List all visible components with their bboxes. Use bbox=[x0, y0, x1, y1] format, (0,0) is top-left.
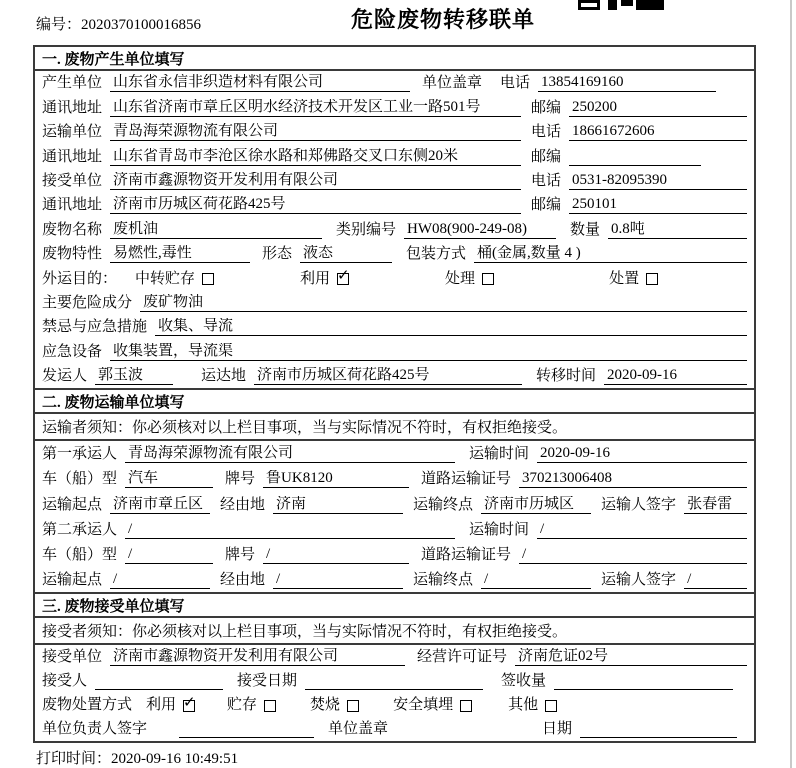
checkbox-disposal-utilize bbox=[183, 700, 195, 712]
hazard-component-label: 主要危险成分 bbox=[42, 294, 133, 311]
transporter-unit-value: 青岛海荣源物流有限公司 bbox=[110, 123, 521, 141]
emergency-measures-label: 禁忌与应急措施 bbox=[42, 319, 148, 336]
carrier-sign-2-value: / bbox=[684, 571, 747, 589]
receiving-unit-value: 济南市鑫源物资开发利用有限公司 bbox=[110, 648, 405, 666]
plate-1-value: 鲁UK8120 bbox=[263, 470, 409, 488]
route-via-1-value: 济南 bbox=[273, 496, 403, 514]
option-secure-landfill-label: 安全填埋 bbox=[393, 697, 454, 714]
receiver-address-label: 通讯地址 bbox=[42, 197, 103, 214]
carrier-sign-2-label: 运输人签字 bbox=[601, 572, 677, 589]
received-qty-label: 签收量 bbox=[501, 673, 547, 690]
section-producer bbox=[35, 47, 754, 388]
option-store bbox=[227, 697, 276, 714]
checkbox-dispose bbox=[646, 273, 658, 285]
road-permit-1-label: 道路运输证号 bbox=[421, 471, 512, 488]
signoff-row bbox=[35, 717, 754, 741]
transfer-purpose-label: 外运目的： bbox=[42, 270, 118, 287]
transporter-address-label: 通讯地址 bbox=[42, 148, 103, 165]
hazard-component-value: 废矿物油 bbox=[140, 294, 747, 312]
emergency-equipment-row bbox=[35, 339, 754, 363]
checkbox-transfer-storage bbox=[202, 273, 214, 285]
transporter-phone-label: 电话 bbox=[531, 124, 562, 141]
vehicle-type-1-label: 车（船）型 bbox=[42, 471, 118, 488]
disposal-method-row bbox=[35, 693, 754, 717]
second-carrier-row bbox=[35, 517, 754, 542]
route-end-1-value: 济南市历城区 bbox=[481, 496, 591, 514]
checkbox-other bbox=[545, 700, 557, 712]
transfer-time-label: 转移时间 bbox=[536, 368, 597, 385]
print-time-line bbox=[36, 747, 238, 768]
producer-address-value: 山东省济南市章丘区明水经济技术开发区工业一路501号 bbox=[110, 99, 521, 117]
dispatch-row bbox=[35, 364, 754, 388]
receiver-address-value: 济南市历城区荷花路425号 bbox=[110, 196, 521, 214]
receiver-unit-value: 济南市鑫源物资开发利用有限公司 bbox=[110, 172, 521, 190]
vehicle-type-2-value: / bbox=[125, 546, 213, 564]
section-3-header: 三. 废物接受单位填写 bbox=[35, 592, 754, 618]
producer-address-row bbox=[35, 95, 754, 119]
road-permit-1-value: 370213006408 bbox=[519, 470, 747, 488]
route-end-1-label: 运输终点 bbox=[413, 496, 474, 513]
signoff-date-value bbox=[580, 721, 737, 738]
plate-1-label: 牌号 bbox=[225, 471, 256, 488]
option-utilize-label: 利用 bbox=[300, 270, 331, 287]
signoff-date-label: 日期 bbox=[542, 721, 573, 738]
carrier-sign-1-value: 张春雷 bbox=[684, 496, 747, 514]
unit-seal-label: 单位盖章 bbox=[328, 721, 389, 738]
option-dispose bbox=[609, 271, 658, 288]
waste-name-value: 废机油 bbox=[110, 221, 322, 239]
producer-phone-value: 13854169160 bbox=[538, 74, 716, 92]
recipient-value bbox=[95, 673, 223, 690]
route-start-2-value: / bbox=[110, 571, 210, 589]
route-end-2-label: 运输终点 bbox=[413, 572, 474, 589]
shipper-label: 发运人 bbox=[42, 368, 88, 385]
transport-time-2-value: / bbox=[537, 521, 747, 539]
qr-block bbox=[608, 0, 617, 10]
receiving-unit-label: 接受单位 bbox=[42, 649, 103, 666]
qr-block bbox=[578, 0, 600, 10]
waste-form-value: 液态 bbox=[300, 245, 392, 263]
carrier-sign-1-label: 运输人签字 bbox=[601, 496, 677, 513]
option-transfer-storage-label: 中转贮存 bbox=[135, 270, 196, 287]
transporter-address-value: 山东省青岛市李沧区徐水路和郑佛路交叉口东侧20米 bbox=[110, 148, 521, 166]
first-carrier-row bbox=[35, 441, 754, 466]
route-start-2-label: 运输起点 bbox=[42, 572, 103, 589]
option-disposal-utilize-label: 利用 bbox=[146, 697, 177, 714]
qr-code-fragment bbox=[578, 0, 664, 12]
emergency-measures-row bbox=[35, 315, 754, 339]
serial-number-line bbox=[36, 13, 201, 34]
license-value: 济南危证02号 bbox=[515, 648, 747, 666]
producer-unit-label: 产生单位 bbox=[42, 75, 103, 92]
producer-address-label: 通讯地址 bbox=[42, 99, 103, 116]
qr-block bbox=[621, 0, 633, 6]
route-start-1-label: 运输起点 bbox=[42, 496, 103, 513]
option-other bbox=[508, 697, 557, 714]
receiver-phone-label: 电话 bbox=[531, 172, 562, 189]
transporter-unit-label: 运输单位 bbox=[42, 124, 103, 141]
transport-time-1-value: 2020-09-16 bbox=[537, 445, 747, 463]
seal-label: 单位盖章 bbox=[422, 75, 483, 92]
transporter-zip-value bbox=[569, 149, 701, 166]
waste-qty-label: 数量 bbox=[570, 221, 601, 238]
destination-value: 济南市历城区荷花路425号 bbox=[254, 367, 522, 385]
receiving-unit-row bbox=[35, 645, 754, 669]
receipt-row bbox=[35, 669, 754, 693]
shipper-value: 郭玉波 bbox=[95, 367, 173, 385]
checkbox-treat bbox=[482, 273, 494, 285]
road-permit-2-value: / bbox=[519, 546, 747, 564]
producer-unit-value: 山东省永信非织造材料有限公司 bbox=[110, 74, 410, 92]
waste-qty-value: 0.8吨 bbox=[608, 221, 747, 239]
waste-name-label: 废物名称 bbox=[42, 221, 103, 238]
option-treat bbox=[445, 271, 494, 288]
packing-label: 包装方式 bbox=[406, 246, 467, 263]
responsible-sign-value bbox=[179, 721, 314, 738]
transfer-form-table bbox=[33, 45, 756, 743]
option-transfer-storage bbox=[135, 271, 214, 288]
emergency-measures-value: 收集、导流 bbox=[155, 318, 747, 336]
print-time-label: 打印时间： bbox=[36, 751, 112, 767]
receiver-unit-label: 接受单位 bbox=[42, 172, 103, 189]
option-dispose-label: 处置 bbox=[609, 270, 640, 287]
vehicle-2-row bbox=[35, 542, 754, 567]
section-2-header: 二. 废物运输单位填写 bbox=[35, 388, 754, 414]
receiver-zip-label: 邮编 bbox=[531, 197, 562, 214]
checkbox-incinerate bbox=[347, 700, 359, 712]
section-receiver bbox=[35, 592, 754, 741]
second-carrier-value: / bbox=[125, 521, 455, 539]
route-start-1-value: 济南市章丘区 bbox=[110, 496, 210, 514]
serial-number: 2020370100016856 bbox=[81, 17, 202, 33]
transport-time-2-label: 运输时间 bbox=[469, 521, 530, 538]
plate-2-value: / bbox=[263, 546, 409, 564]
page-title: 危险废物转移联单 bbox=[350, 7, 536, 32]
packing-value: 桶(金属,数量 4 ) bbox=[474, 245, 747, 263]
vehicle-1-row bbox=[35, 466, 754, 491]
receipt-date-value bbox=[305, 673, 483, 690]
first-carrier-label: 第一承运人 bbox=[42, 446, 118, 463]
producer-zip-value: 250200 bbox=[569, 99, 747, 117]
checkbox-utilize bbox=[337, 273, 349, 285]
received-qty-value bbox=[554, 673, 733, 690]
section-transporter bbox=[35, 388, 754, 592]
print-time-value: 2020-09-16 10:49:51 bbox=[111, 751, 239, 767]
producer-phone-label: 电话 bbox=[500, 75, 531, 92]
serial-label: 编号： bbox=[36, 17, 82, 33]
option-store-label: 贮存 bbox=[227, 697, 258, 714]
destination-label: 运达地 bbox=[201, 368, 247, 385]
receipt-date-label: 接受日期 bbox=[237, 673, 298, 690]
qr-block bbox=[636, 0, 664, 10]
transporter-unit-row bbox=[35, 120, 754, 144]
receiver-phone-value: 0531-82095390 bbox=[569, 172, 747, 190]
option-disposal-utilize bbox=[146, 697, 195, 714]
route-via-1-label: 经由地 bbox=[220, 496, 266, 513]
route-1-row bbox=[35, 491, 754, 516]
plate-2-label: 牌号 bbox=[225, 547, 256, 564]
waste-traits-row bbox=[35, 242, 754, 266]
emergency-equipment-value: 收集装置，导流渠 bbox=[110, 343, 747, 361]
option-other-label: 其他 bbox=[508, 697, 539, 714]
page-edge-divider bbox=[790, 0, 792, 768]
receiver-zip-value: 250101 bbox=[569, 196, 747, 214]
transporter-notice: 运输者须知：你必须核对以上栏目事项，当与实际情况不符时，有权拒绝接受。 bbox=[35, 414, 754, 441]
road-permit-2-label: 道路运输证号 bbox=[421, 547, 512, 564]
section-1-header: 一. 废物产生单位填写 bbox=[35, 47, 754, 71]
second-carrier-label: 第二承运人 bbox=[42, 521, 118, 538]
first-carrier-value: 青岛海荣源物流有限公司 bbox=[125, 445, 455, 463]
transfer-purpose-row bbox=[35, 266, 754, 290]
transport-time-1-label: 运输时间 bbox=[469, 446, 530, 463]
waste-code-value: HW08(900-249-08) bbox=[404, 221, 556, 239]
receiver-unit-row bbox=[35, 169, 754, 193]
transfer-time-value: 2020-09-16 bbox=[604, 367, 747, 385]
transporter-zip-label: 邮编 bbox=[531, 148, 562, 165]
option-utilize bbox=[300, 271, 349, 288]
waste-traits-label: 废物特性 bbox=[42, 246, 103, 263]
emergency-equipment-label: 应急设备 bbox=[42, 343, 103, 360]
option-incinerate bbox=[310, 697, 359, 714]
option-incinerate-label: 焚烧 bbox=[310, 697, 341, 714]
transporter-address-row bbox=[35, 144, 754, 168]
route-end-2-value: / bbox=[481, 571, 591, 589]
vehicle-type-2-label: 车（船）型 bbox=[42, 547, 118, 564]
disposal-method-label: 废物处置方式 bbox=[42, 697, 133, 714]
license-label: 经营许可证号 bbox=[417, 649, 508, 666]
recipient-label: 接受人 bbox=[42, 673, 88, 690]
receiver-notice: 接受者须知：你必须核对以上栏目事项，当与实际情况不符时，有权拒绝接受。 bbox=[35, 618, 754, 645]
waste-traits-value: 易燃性,毒性 bbox=[110, 245, 250, 263]
route-via-2-label: 经由地 bbox=[220, 572, 266, 589]
route-2-row bbox=[35, 567, 754, 592]
option-treat-label: 处理 bbox=[445, 270, 476, 287]
hazard-component-row bbox=[35, 291, 754, 315]
responsible-sign-label: 单位负责人签字 bbox=[42, 721, 148, 738]
route-via-2-value: / bbox=[273, 571, 403, 589]
waste-name-row bbox=[35, 217, 754, 241]
waste-code-label: 类别编号 bbox=[336, 221, 397, 238]
waste-form-label: 形态 bbox=[262, 246, 293, 263]
transporter-phone-value: 18661672606 bbox=[569, 123, 747, 141]
checkbox-store bbox=[264, 700, 276, 712]
producer-zip-label: 邮编 bbox=[531, 99, 562, 116]
option-secure-landfill bbox=[393, 697, 472, 714]
vehicle-type-1-value: 汽车 bbox=[125, 470, 213, 488]
checkbox-secure-landfill bbox=[460, 700, 472, 712]
receiver-address-row bbox=[35, 193, 754, 217]
producer-unit-row bbox=[35, 71, 754, 95]
